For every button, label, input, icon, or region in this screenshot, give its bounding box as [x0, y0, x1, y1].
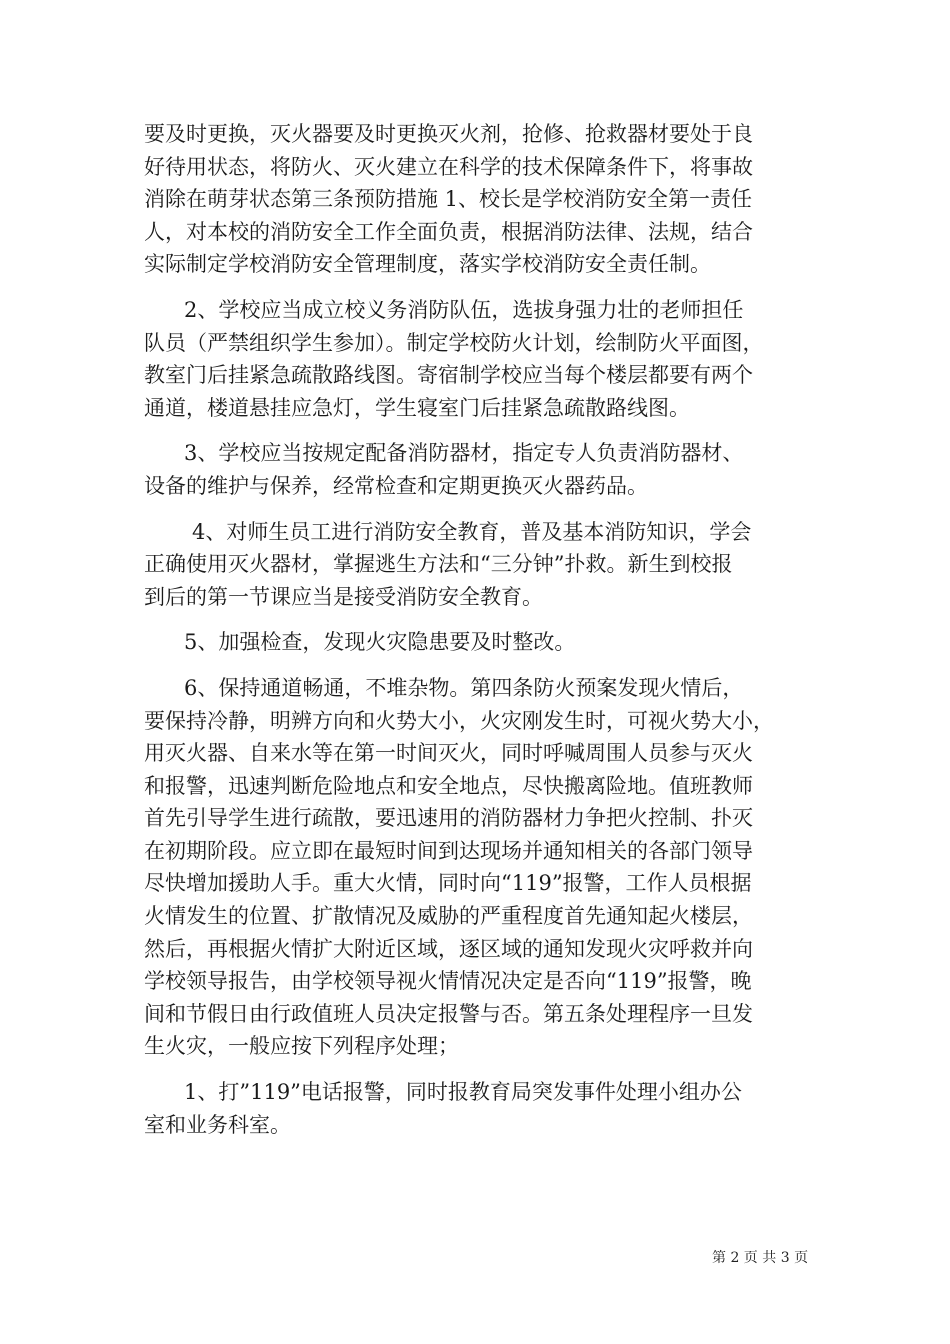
text-line: 设备的维护与保养，经常检查和定期更换灭火器药品。	[144, 473, 648, 498]
text-line: 2、学校应当成立校义务消防队伍，选拔身强力壮的老师担任	[184, 297, 744, 322]
paragraph-item-3	[144, 437, 812, 502]
text-line: 然后，再根据火情扩大附近区域，逐区域的通知发现火灾呼救并向	[144, 936, 753, 961]
text-line: 首先引导学生进行疏散，要迅速用的消防器材力争把火控制、扑灭	[144, 806, 753, 831]
text-line: 5、加强检查，发现火灾隐患要及时整改。	[184, 630, 576, 655]
text-line: 尽快增加援助人手。重大火情，同时向“119”报警，工作人员根据	[144, 871, 752, 896]
text-line: 1、打”119”电话报警，同时报教育局突发事件处理小组办公	[184, 1080, 742, 1105]
document-body	[144, 118, 812, 1141]
text-line: 火情发生的位置、扩散情况及威胁的严重程度首先通知起火楼层，	[144, 904, 753, 929]
text-line: 用灭火器、自来水等在第一时间灭火，同时呼喊周围人员参与灭火	[144, 741, 753, 766]
text-line: 好待用状态，将防火、灭火建立在科学的技术保障条件下，将事故	[144, 154, 753, 179]
text-line: 在初期阶段。应立即在最短时间到达现场并通知相关的各部门领导	[144, 838, 753, 863]
text-line: 到后的第一节课应当是接受消防安全教育。	[144, 584, 543, 609]
text-line: 教室门后挂紧急疏散路线图。寄宿制学校应当每个楼层都要有两个	[144, 363, 753, 388]
text-line: 和报警，迅速判断危险地点和安全地点，尽快搬离险地。值班教师	[144, 773, 753, 798]
paragraph-item-2	[144, 294, 812, 424]
text-line: 正确使用灭火器材，掌握逃生方法和“三分钟”扑救。新生到校报	[144, 552, 733, 577]
text-line: 学校领导报告，由学校领导视火情情况决定是否向“119”报警，晚	[144, 969, 752, 994]
paragraph-procedure-item-1	[144, 1076, 812, 1141]
text-line: 消除在萌芽状态第三条预防措施 1、校长是学校消防安全第一责任	[144, 187, 753, 212]
text-line: 间和节假日由行政值班人员决定报警与否。第五条处理程序一旦发	[144, 1001, 753, 1026]
text-line: 要保持冷静，明辨方向和火势大小，火灾刚发生时，可视火势大小，	[144, 708, 774, 733]
text-line: 人，对本校的消防安全工作全面负责，根据消防法律、法规，结合	[144, 219, 753, 244]
text-line: 队员（严禁组织学生参加）。制定学校防火计划，绘制防火平面图，	[144, 330, 764, 355]
text-line: 实际制定学校消防安全管理制度，落实学校消防安全责任制。	[144, 252, 711, 277]
paragraph-preventive-measures	[144, 118, 812, 281]
paragraph-item-6-fire-plan	[144, 672, 812, 1063]
text-line: 生火灾，一般应按下列程序处理；	[144, 1034, 459, 1059]
text-line: 室和业务科室。	[144, 1112, 291, 1137]
page-number-footer: 第 2 页 共 3 页	[712, 1250, 809, 1266]
paragraph-item-4	[144, 516, 812, 614]
text-line: 3、学校应当按规定配备消防器材，指定专人负责消防器材、	[184, 441, 744, 466]
text-line: 通道，楼道悬挂应急灯，学生寝室门后挂紧急疏散路线图。	[144, 395, 690, 420]
paragraph-item-5	[144, 626, 812, 659]
text-line: 要及时更换，灭火器要及时更换灭火剂，抢修、抢救器材要处于良	[144, 122, 753, 146]
text-line: 4、对师生员工进行消防安全教育，普及基本消防知识，学会	[192, 519, 752, 544]
text-line: 6、保持通道畅通，不堆杂物。第四条防火预案发现火情后，	[184, 675, 744, 700]
